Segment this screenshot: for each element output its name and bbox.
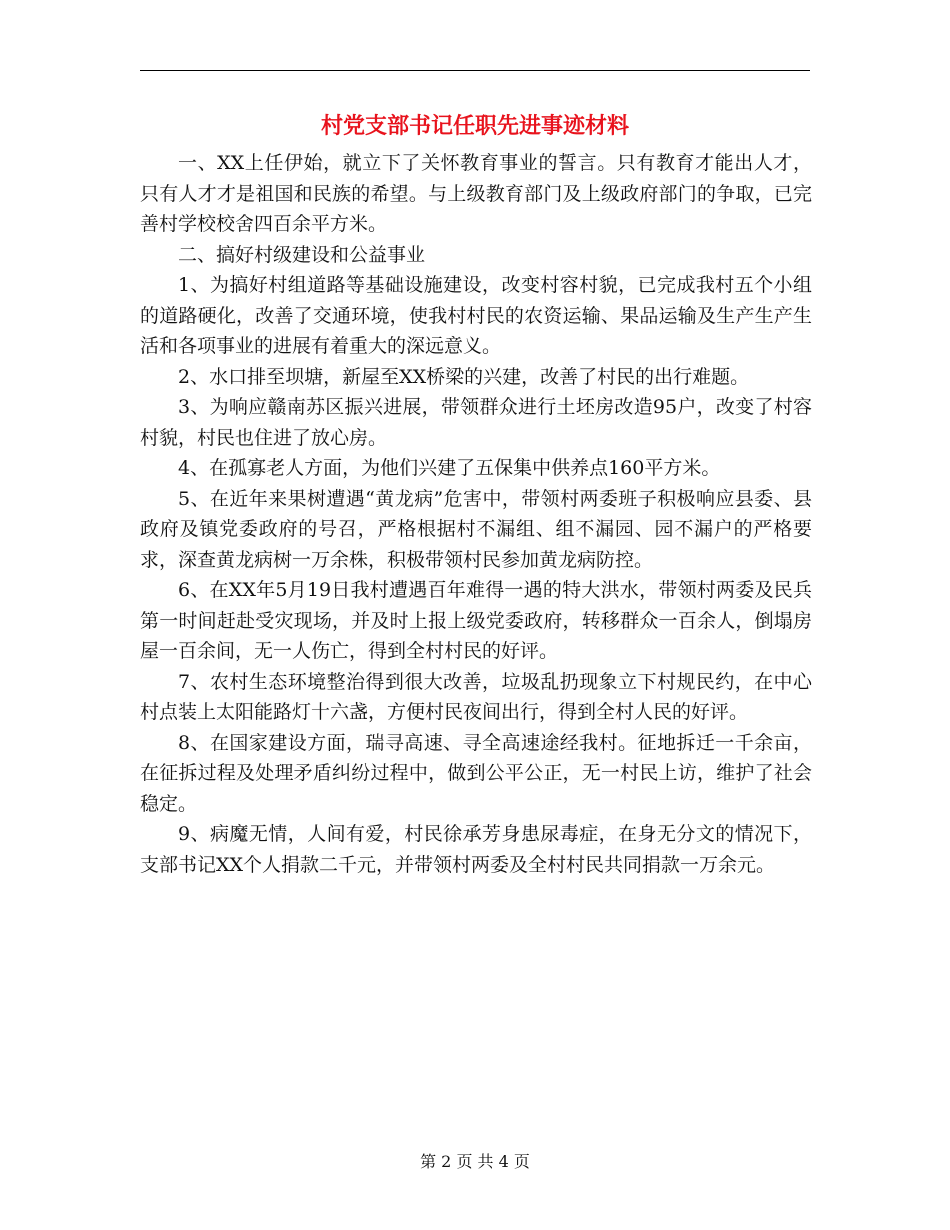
paragraph-item-2: 2、水口排至坝塘，新屋至XX桥梁的兴建，改善了村民的出行难题。 bbox=[178, 365, 750, 388]
paragraph-item-3: 3、为响应赣南苏区振兴进展，带领群众进行土坯房改造95户，改变了村容村貌，村民也住进了放心房。 bbox=[140, 396, 812, 449]
header-rule bbox=[140, 70, 810, 71]
paragraph-item-4: 4、在孤寡老人方面，为他们兴建了五保集中供养点160平方米。 bbox=[178, 457, 721, 479]
paragraph-item-8: 8、在国家建设方面，瑞寻高速、寻全高速途经我村。征地拆迁一千余亩，在征拆过程及处理矛盾纠纷过程中，做到公平公正，无一村民上访，维护了社会稳定。 bbox=[140, 731, 812, 815]
paragraph-item-7: 7、农村生态环境整治得到很大改善，垃圾乱扔现象立下村规民约，在中心村点装上太阳能路灯十六盏，方便村民夜间出行，得到全村人民的好评。 bbox=[140, 670, 812, 723]
paragraph-item-6: 6、在XX年5月19日我村遭遇百年难得一遇的特大洪水，带领村两委及民兵第一时间赶赴受灾现场，并及时上报上级党委政府，转移群众一百余人，倒塌房屋一百余间，无一人伤亡，得到全村村民的好评。 bbox=[140, 579, 812, 662]
section-heading-2: 二、搞好村级建设和公益事业 bbox=[178, 243, 426, 266]
paragraph-item-5: 5、在近年来果树遭遇“黄龙病”危害中，带领村两委班子积极响应县委、县政府及镇党委政府的号召，严格根据村不漏组、组不漏园、园不漏户的严格要求，深查黄龙病树一万余株，积极带领村民参加黄龙病防控。 bbox=[140, 487, 812, 571]
paragraph-item-1: 1、为搞好村组道路等基础设施建设，改变村容村貌，已完成我村五个小组的道路硬化，改善了交通环境，使我村村民的农资运输、果品运输及生产生产生活和各项事业的进展有着重大的深远意义。 bbox=[140, 274, 812, 357]
page-number: 第 2 页 共 4 页 bbox=[420, 1152, 530, 1171]
paragraph-1: 一、XX上任伊始，就立下了关怀教育事业的誓言。只有教育才能出人才，只有人才才是祖国和民族的希望。与上级教育部门及上级政府部门的争取，已完善村学校校舍四百余平方米。 bbox=[140, 152, 812, 235]
paragraph-item-9: 9、病魔无情，人间有爱，村民徐承芳身患尿毒症，在身无分文的情况下，支部书记XX个人捐款二千元，并带领村两委及全村村民共同捐款一万余元。 bbox=[140, 823, 812, 876]
document-body bbox=[140, 148, 812, 880]
document-title: 村党支部书记任职先进事迹材料 bbox=[320, 113, 629, 139]
